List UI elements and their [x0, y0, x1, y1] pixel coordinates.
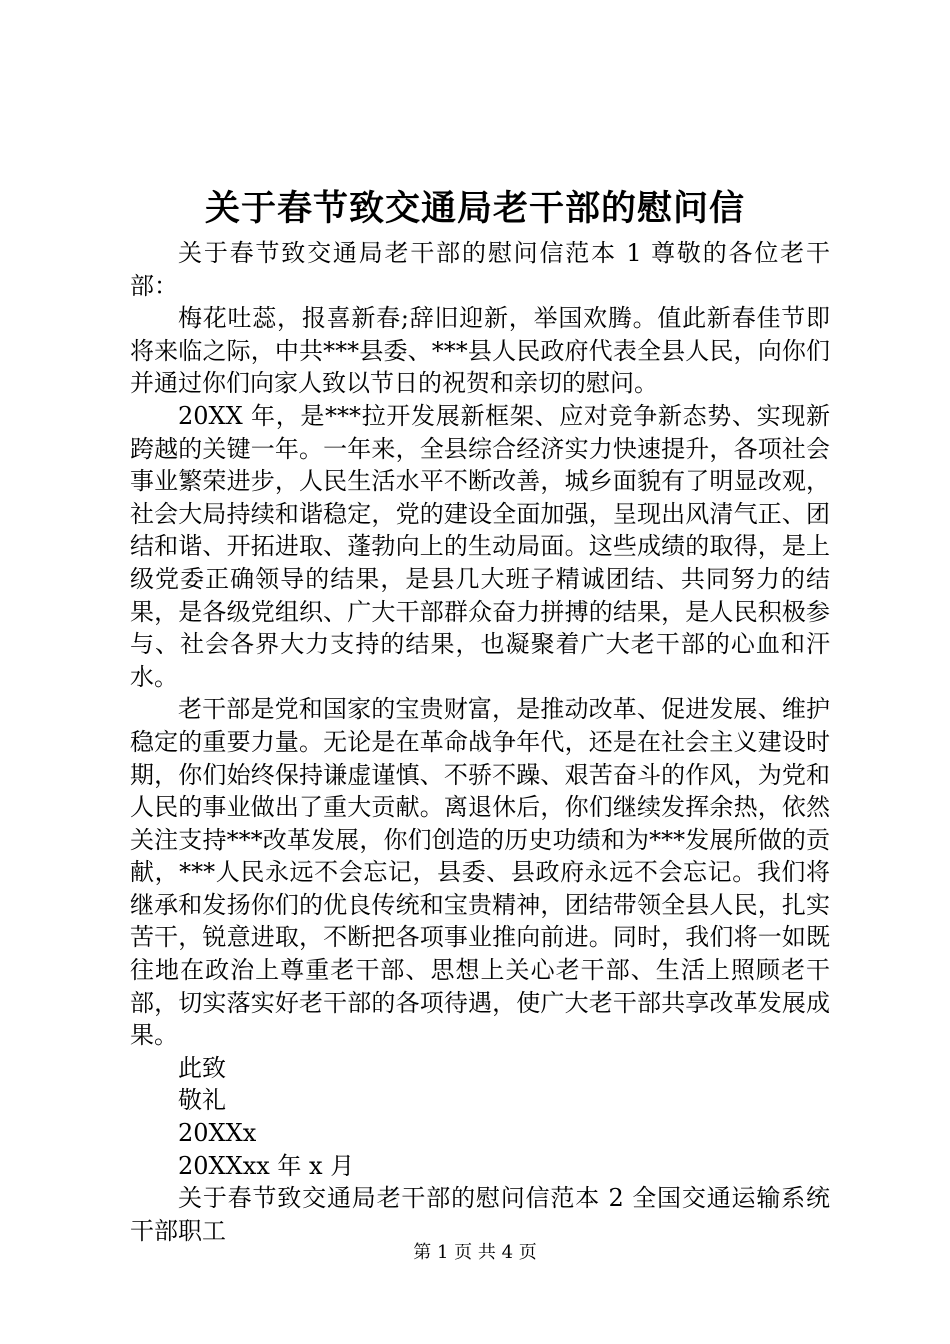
paragraph-tribute: 老干部是党和国家的宝贵财富，是推动改革、促进发展、维护稳定的重要力量。无论是在革命战争年代，还是在社会主义建设时期，你们始终保持谦虚谨慎、不骄不躁、艰苦奋斗的作风，为党和人民的事业做出了重大贡献。离退休后，你们继续发挥余热，依然关注支持***改革发展，你们创造的历史功绩和为***发展所做的贡献，***人民永远不会忘记，县委、县政府永远不会忘记。我们将继承和发扬你们的优良传统和宝贵精神，团结带领全县人民，扎实苦干，锐意进取，不断把各项事业推向前进。同时，我们将一如既往地在政治上尊重老干部、思想上关心老干部、生活上照顾老干部，切实落实好老干部的各项待遇，使广大老干部共享改革发展成果。 [130, 695, 830, 1050]
letter-body [130, 237, 830, 1247]
closing-line-date: 20XXxx 年 x 月 [178, 1151, 355, 1180]
paragraph-greeting: 梅花吐蕊，报喜新春;辞旧迎新，举国欢腾。值此新春佳节即将来临之际，中共***县委、***县人民政府代表全县人民，向你们并通过你们向家人致以节日的祝贺和亲切的慰问。 [130, 304, 830, 398]
closing-line-sender: 20XXx [178, 1119, 257, 1148]
closing-line-cizhi: 此致 [178, 1053, 226, 1082]
page-number-footer: 第 1 页 共 4 页 [413, 1242, 537, 1263]
document-title: 关于春节致交通局老干部的慰问信 [204, 188, 745, 229]
paragraph-salutation: 关于春节致交通局老干部的慰问信范本 1 尊敬的各位老干部： [130, 239, 830, 300]
paragraph-achievements: 20XX 年，是***拉开发展新框架、应对竞争新态势、实现新跨越的关键一年。一年来，全县综合经济实力快速提升，各项社会事业繁荣进步，人民生活水平不断改善，城乡面貌有了明显改观，社会大局持续和谐稳定，党的建设全面加强，呈现出风清气正、团结和谐、开拓进取、蓬勃向上的生动局面。这些成绩的取得，是上级党委正确领导的结果，是县几大班子精诚团结、共同努力的结果，是各级党组织、广大干部群众奋力拼搏的结果，是人民积极参与、社会各界大力支持的结果，也凝聚着广大老干部的心血和汗水。 [130, 401, 830, 691]
paragraph-next-section: 关于春节致交通局老干部的慰问信范本 2 全国交通运输系统干部职工 [130, 1184, 830, 1245]
closing-line-jingli: 敬礼 [178, 1086, 226, 1115]
